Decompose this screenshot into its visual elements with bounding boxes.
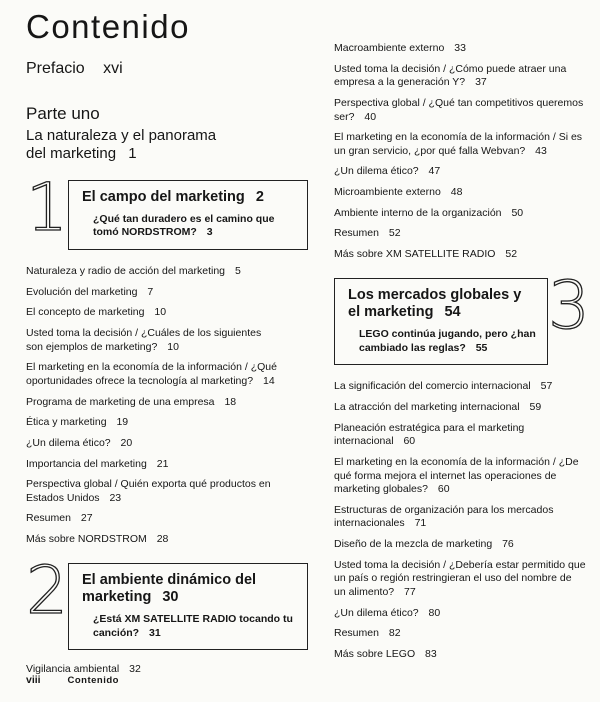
toc-entry-text: Evolución del marketing <box>26 285 138 298</box>
toc-entry-text: Resumen <box>334 627 379 640</box>
chapter-3-title-text: Los mercados globales y el marketing <box>348 286 522 321</box>
toc-entry-text: Más sobre XM SATELLITE RADIO <box>334 248 496 261</box>
toc-entry-page: 60 <box>403 435 416 448</box>
toc-entry <box>26 458 278 472</box>
toc-entry <box>334 607 586 621</box>
toc-entry-page: 71 <box>414 517 427 530</box>
toc-entry <box>334 648 586 662</box>
part-one-label: Parte uno <box>26 103 100 123</box>
toc-entry <box>26 306 278 320</box>
toc-entry-page: 80 <box>428 606 441 619</box>
toc-entry-page: 32 <box>129 663 141 676</box>
chapter-3-subtitle-text: LEGO continúa jugando, pero ¿han cambiado las reglas? <box>359 328 536 354</box>
part-one-title-text: La naturaleza y el panorama del marketing <box>26 126 217 163</box>
toc-entry-text: Naturaleza y radio de acción del marketing <box>26 265 226 278</box>
toc-entry-text: Resumen <box>334 227 379 240</box>
preface-entry <box>26 60 308 78</box>
chapter-2-toc-list-right <box>334 42 586 262</box>
toc-entry-page: 10 <box>154 306 167 319</box>
toc-entry <box>334 97 586 124</box>
toc-entry-page: 19 <box>116 416 129 429</box>
chapter-1-toc-list <box>26 265 308 547</box>
chapter-2-numeral: 2 <box>26 551 68 629</box>
toc-entry-page: 23 <box>109 491 122 504</box>
toc-entry <box>334 627 586 641</box>
toc-entry <box>334 63 586 90</box>
chapter-3-title <box>348 287 537 322</box>
toc-entry-page: 50 <box>511 206 524 219</box>
chapter-1-numeral: 1 <box>26 169 68 247</box>
toc-entry-page: 43 <box>535 144 547 157</box>
toc-entry <box>334 422 586 449</box>
toc-entry <box>334 380 586 394</box>
footer-section-label: Contenido <box>67 675 119 686</box>
toc-entry-text: Más sobre NORDSTROM <box>26 533 147 546</box>
chapter-2-box <box>68 563 308 651</box>
toc-entry <box>26 361 278 388</box>
toc-entry <box>334 401 586 415</box>
toc-entry <box>334 248 586 262</box>
toc-entry-page: 82 <box>388 627 401 640</box>
chapter-3-box <box>334 278 548 366</box>
toc-entry <box>26 512 278 526</box>
toc-entry-text: El marketing en la economía de la información / ¿Qué oportunidades ofrece la tecnología al marketing? <box>26 361 277 387</box>
toc-entry-page: 27 <box>80 512 93 525</box>
chapter-1-subtitle-text: ¿Qué tan duradero es el camino que tomó NORDSTROM? <box>93 212 275 239</box>
toc-entry-page: 10 <box>167 340 179 353</box>
chapter-1-page: 2 <box>255 189 264 206</box>
toc-entry <box>26 286 278 300</box>
toc-entry <box>334 456 586 497</box>
toc-entry-text: Macroambiente externo <box>334 42 445 54</box>
toc-entry-page: 48 <box>450 186 463 199</box>
toc-entry-text: ¿Un dilema ético? <box>334 165 419 178</box>
toc-entry-page: 18 <box>224 395 237 408</box>
toc-entry <box>334 538 586 552</box>
toc-entry-page: 21 <box>156 457 169 470</box>
toc-entry-text: Más sobre LEGO <box>334 647 416 660</box>
toc-entry-page: 52 <box>388 227 401 240</box>
toc-entry <box>334 165 586 179</box>
chapter-2-subtitle <box>82 613 297 640</box>
toc-entry-page: 76 <box>502 538 514 551</box>
chapter-2-subtitle-text: ¿Está XM SATELLITE RADIO tocando tu canción? <box>93 613 293 639</box>
preface-label: Prefacio <box>26 59 85 77</box>
chapter-3-numeral: 3 <box>548 266 590 344</box>
toc-entry-text: Programa de marketing de una empresa <box>26 395 215 408</box>
toc-entry-text: Usted toma la decisión / ¿Cuáles de los siguientes son ejemplos de marketing? <box>26 327 262 353</box>
toc-entry-text: Planeación estratégica para el marketing internacional <box>334 421 525 448</box>
chapter-1-box <box>68 180 308 250</box>
toc-entry <box>334 559 586 600</box>
toc-entry <box>26 416 278 430</box>
toc-entry-text: Resumen <box>26 512 71 525</box>
toc-entry-text: Estructuras de organización para los mercados internacionales <box>334 503 554 530</box>
toc-entry-page: 59 <box>529 400 542 413</box>
column-right <box>312 0 600 684</box>
chapter-3-subtitle-page: 55 <box>475 341 488 354</box>
toc-entry-page: 77 <box>404 586 416 599</box>
toc-entry-page: 28 <box>156 533 169 546</box>
chapter-3-toc-list <box>334 380 586 661</box>
toc-entry <box>334 42 586 56</box>
toc-entry-text: Ambiente interno de la organización <box>334 206 502 219</box>
chapter-2-block <box>26 551 308 651</box>
toc-entry-page: 7 <box>147 285 154 298</box>
toc-entry-text: Perspectiva global / Quién exporta qué productos en Estados Unidos <box>26 478 271 504</box>
toc-entry-text: El marketing en la economía de la información / Si es un gran servicio, ¿por qué falla Webvan? <box>334 131 583 157</box>
chapter-1-title-text: El campo del marketing <box>82 189 245 206</box>
toc-entry-text: Usted toma la decisión / ¿Cómo puede atraer una empresa a la generación Y? <box>334 62 567 89</box>
chapter-3-block <box>334 266 590 366</box>
toc-entry <box>334 207 586 221</box>
toc-entry-text: El concepto de marketing <box>26 306 145 319</box>
part-one-title <box>26 127 238 165</box>
toc-entry-page: 52 <box>505 248 518 261</box>
toc-entry-text: Microambiente externo <box>334 186 441 199</box>
page-title: Contenido <box>26 8 190 45</box>
toc-entry-text: Importancia del marketing <box>26 457 147 470</box>
toc-entry-text: La atracción del marketing internacional <box>334 400 520 413</box>
toc-entry-page: 33 <box>454 42 466 54</box>
toc-entry-text: Ética y marketing <box>26 416 107 429</box>
chapter-1-subtitle-page: 3 <box>206 226 213 239</box>
page-footer <box>26 674 119 686</box>
footer-page-number: viii <box>26 674 41 686</box>
toc-entry <box>334 186 586 200</box>
toc-entry-page: 37 <box>475 76 487 89</box>
toc-entry <box>26 437 278 451</box>
toc-entry-text: ¿Un dilema ético? <box>334 606 419 619</box>
chapter-1-block <box>26 169 308 250</box>
chapter-3-subtitle <box>348 328 537 355</box>
chapter-2-subtitle-page: 31 <box>149 626 161 639</box>
toc-entry-page: 60 <box>437 483 450 496</box>
toc-entry-page: 20 <box>120 436 133 449</box>
toc-entry <box>334 227 586 241</box>
toc-entry-text: La significación del comercio internacional <box>334 380 531 393</box>
toc-entry-page: 14 <box>262 374 275 387</box>
toc-entry-text: Vigilancia ambiental <box>26 663 120 676</box>
toc-entry-page: 40 <box>364 110 377 123</box>
toc-entry-page: 57 <box>540 380 553 393</box>
toc-entry-text: El marketing en la economía de la información / ¿De qué forma mejora el internet las operaciones de marketing globales? <box>334 455 579 496</box>
chapter-3-page: 54 <box>444 304 461 321</box>
toc-entry-text: ¿Un dilema ético? <box>26 436 111 449</box>
toc-entry-page: 83 <box>425 647 437 660</box>
toc-entry <box>26 265 278 279</box>
toc-entry-text: Usted toma la decisión / ¿Debería estar permitido que un país o región restringieran el uso del nombre de un alimento? <box>334 558 586 599</box>
chapter-1-subtitle <box>82 213 297 240</box>
chapter-2-page: 30 <box>162 589 179 606</box>
chapter-1-title <box>82 189 297 207</box>
toc-entry-text: Diseño de la mezcla de marketing <box>334 538 493 551</box>
part-one-heading <box>26 104 308 165</box>
toc-entry <box>334 504 586 531</box>
toc-entry-page: 5 <box>234 265 241 278</box>
preface-page: xvi <box>103 59 123 77</box>
toc-entry <box>334 131 586 158</box>
toc-entry <box>26 327 278 354</box>
part-one-page: 1 <box>128 145 137 163</box>
chapter-2-title-text: El ambiente dinámico del marketing <box>82 571 257 606</box>
toc-entry-text: Perspectiva global / ¿Qué tan competitivos queremos ser? <box>334 96 584 123</box>
toc-entry <box>26 533 278 547</box>
toc-entry <box>26 396 278 410</box>
chapter-2-title <box>82 572 297 607</box>
toc-entry-page: 47 <box>428 165 441 178</box>
toc-entry <box>26 478 278 505</box>
